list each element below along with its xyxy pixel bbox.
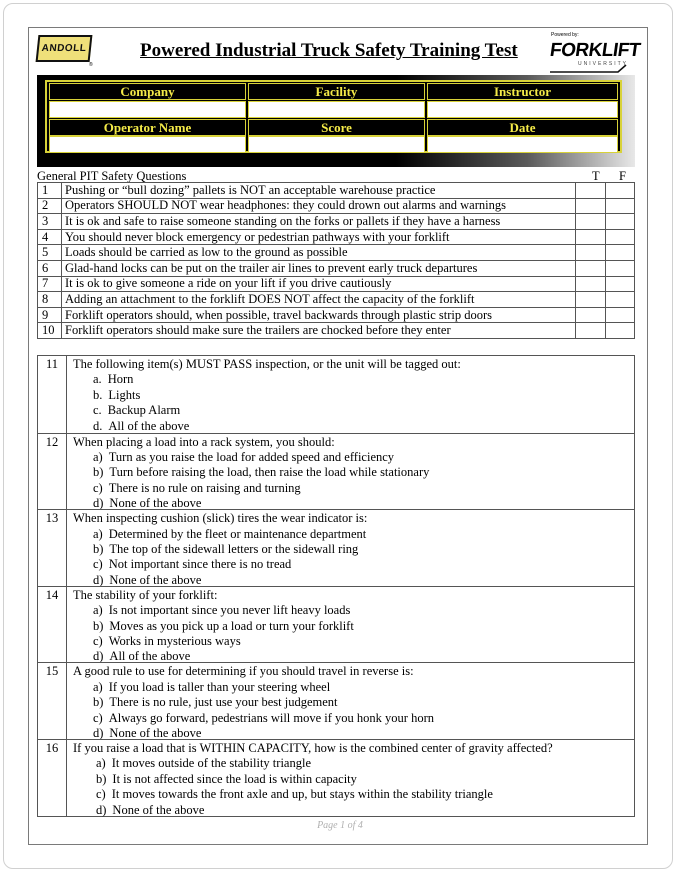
company-label: Company [49,83,246,100]
answer-option[interactable] [93,465,429,480]
question-text: Glad-hand locks can be put on the trailer air lines to prevent early truck departures [62,260,576,276]
option-letter: b. [93,387,103,402]
option-letter: d. [93,418,103,433]
true-column-header: T [592,169,600,183]
option-text: Backup Alarm [107,403,181,418]
tf-row [38,229,635,245]
tf-row [38,323,635,339]
question-number: 9 [38,307,62,323]
false-column-header: F [619,169,626,183]
question-text: It is ok and safe to raise someone standing on the forks or pallets if they have a harness [62,214,576,230]
option-letter: c) [93,557,103,572]
page-number: Page 1 of 4 [317,820,363,831]
true-answer-cell[interactable] [576,198,606,214]
answer-option[interactable] [93,695,338,710]
option-text: If you load is taller than your steering wheel [108,679,331,694]
option-text: Turn as you raise the load for added speed and efficiency [108,449,395,464]
question-text: Forklift operators should, when possible, travel backwards through plastic strip doors [62,307,576,323]
option-text: None of the above [109,496,202,511]
question-text: Operators SHOULD NOT wear headphones: they could drown out alarms and warnings [62,198,576,214]
option-letter: b) [93,541,104,556]
score-field[interactable] [248,136,425,153]
answer-option[interactable] [93,711,434,726]
option-text: There is no rule on raising and turning [108,480,301,495]
question-number: 4 [38,229,62,245]
facility-field[interactable] [248,101,425,118]
answer-option[interactable] [93,557,291,572]
answer-option[interactable] [96,803,204,818]
answer-option[interactable] [93,527,366,542]
question-number: 11 [38,356,67,433]
registered-mark: ® [89,62,93,68]
answer-option[interactable] [96,756,311,771]
option-letter: d) [93,572,104,587]
tf-row [38,198,635,214]
question-text: Loads should be carried as low to the ground as possible [62,245,576,261]
question-text: Pushing or “bull dozing” pallets is NOT an acceptable warehouse practice [62,183,576,199]
tf-row [38,214,635,230]
option-letter: d) [93,725,104,740]
question-number: 12 [38,434,67,510]
section-title: General PIT Safety Questions [37,169,187,183]
answer-option[interactable] [93,542,358,557]
tf-row [38,245,635,261]
question-number: 7 [38,276,62,292]
tf-row [38,276,635,292]
option-text: Turn before raising the load, then raise the load while stationary [109,465,430,480]
question-number: 3 [38,214,62,230]
option-text: All of the above [108,418,190,433]
false-answer-cell[interactable] [606,323,635,339]
instructor-field[interactable] [427,101,618,118]
brand-subtitle: UNIVERSITY [578,61,629,67]
answer-option[interactable] [93,481,301,496]
true-answer-cell[interactable] [576,183,606,199]
question-number: 2 [38,198,62,214]
answer-option[interactable] [93,388,140,403]
false-answer-cell[interactable] [606,276,635,292]
tf-row [38,260,635,276]
answer-option[interactable] [93,634,241,649]
option-letter: d) [96,802,107,817]
date-label: Date [427,119,618,136]
tf-row [38,307,635,323]
question-text: When inspecting cushion (slick) tires the wear indicator is: [73,511,368,526]
option-letter: c. [93,403,102,418]
tf-row [38,292,635,308]
false-answer-cell[interactable] [606,307,635,323]
option-text: The top of the sidewall letters or the sidewall ring [109,541,359,556]
option-text: Is not important since you never lift heavy loads [108,603,351,618]
question-text: The following item(s) MUST PASS inspection, or the unit will be tagged out: [73,357,461,371]
landoll-logo [36,35,93,62]
score-label: Score [248,119,425,136]
true-answer-cell[interactable] [576,214,606,230]
question-text: If you raise a load that is WITHIN CAPACITY, how is the combined center of gravity affected? [73,740,553,755]
page-title: Powered Industrial Truck Safety Training Test [140,40,518,61]
date-field[interactable] [427,136,618,153]
question-text: A good rule to use for determining if you should travel in reverse is: [73,664,414,679]
false-answer-cell[interactable] [606,198,635,214]
question-text: Forklift operators should make sure the trailers are chocked before they enter [62,323,576,339]
question-text: The stability of your forklift: [73,587,218,602]
mc-question [38,509,634,586]
question-number: 8 [38,292,62,308]
answer-option[interactable] [93,603,350,618]
answer-option[interactable] [93,680,330,695]
option-letter: d) [93,496,104,511]
option-letter: c) [93,710,103,725]
question-text: You should never block emergency or pedestrian pathways with your forklift [62,229,576,245]
option-letter: b) [93,695,104,710]
powered-by-label: Powered by: [551,32,579,38]
question-number: 10 [38,323,62,339]
option-letter: b) [93,465,104,480]
true-answer-cell[interactable] [576,260,606,276]
false-answer-cell[interactable] [606,245,635,261]
option-letter: b) [96,771,107,786]
true-answer-cell[interactable] [576,323,606,339]
false-answer-cell[interactable] [606,260,635,276]
true-answer-cell[interactable] [576,307,606,323]
option-text: None of the above [109,725,202,740]
answer-option[interactable] [93,450,394,465]
option-text: It is not affected since the load is within capacity [112,771,357,786]
option-letter: c) [93,480,103,495]
multiple-choice-section [37,355,635,817]
operator-name-label: Operator Name [49,119,246,136]
option-text: All of the above [109,649,191,664]
option-letter: b) [93,618,104,633]
info-box [45,80,622,153]
option-text: Horn [107,372,134,387]
answer-option[interactable] [96,772,357,787]
true-answer-cell[interactable] [576,292,606,308]
true-answer-cell[interactable] [576,276,606,292]
option-letter: a) [93,449,103,464]
option-text: Determined by the fleet or maintenance department [108,526,367,541]
question-text: Adding an attachment to the forklift DOES NOT affect the capacity of the forklift [62,292,576,308]
mc-question [38,586,634,663]
logo-swoosh-icon [548,64,628,74]
option-text: It moves towards the front axle and up, but stays within the stability triangle [111,787,493,802]
question-number: 16 [38,740,67,816]
question-number: 15 [38,663,67,739]
question-number: 6 [38,260,62,276]
option-letter: c) [93,633,103,648]
option-letter: a. [93,372,102,387]
option-text: None of the above [109,572,202,587]
false-answer-cell[interactable] [606,183,635,199]
option-text: None of the above [112,802,205,817]
question-number: 1 [38,183,62,199]
option-text: Lights [108,387,141,402]
mc-question [38,662,634,739]
answer-option[interactable] [93,619,354,634]
facility-label: Facility [248,83,425,100]
answer-option[interactable] [93,372,133,387]
false-answer-cell[interactable] [606,214,635,230]
option-letter: d) [93,649,104,664]
option-letter: a) [96,756,106,771]
option-letter: a) [93,603,103,618]
logo-text: ANDOLL [41,43,87,54]
tf-row [38,183,635,199]
option-letter: c) [96,787,106,802]
question-number: 13 [38,510,67,586]
answer-option[interactable] [93,403,180,418]
mc-question [38,433,634,510]
operator-name-field[interactable] [49,136,246,153]
option-text: There is no rule, just use your best judgement [109,695,338,710]
forklift-university-logo: FORKLIFT [548,40,642,61]
question-text: When placing a load into a rack system, you should: [73,434,335,449]
option-text: It moves outside of the stability triangle [111,756,311,771]
mc-question [38,739,634,816]
option-text: Works in mysterious ways [108,633,241,648]
true-answer-cell[interactable] [576,229,606,245]
answer-option[interactable] [96,787,493,802]
option-letter: a) [93,526,103,541]
true-answer-cell[interactable] [576,245,606,261]
true-false-table [37,182,635,339]
option-text: Always go forward, pedestrians will move if you honk your horn [108,710,435,725]
instructor-label: Instructor [427,83,618,100]
option-text: Moves as you pick up a load or turn your forklift [109,618,354,633]
option-text: Not important since there is no tread [108,557,292,572]
company-field[interactable] [49,101,246,118]
mc-question [38,356,634,433]
option-letter: a) [93,679,103,694]
question-number: 5 [38,245,62,261]
question-text: It is ok to give someone a ride on your lift if you drive cautiously [62,276,576,292]
false-answer-cell[interactable] [606,292,635,308]
false-answer-cell[interactable] [606,229,635,245]
question-number: 14 [38,587,67,663]
